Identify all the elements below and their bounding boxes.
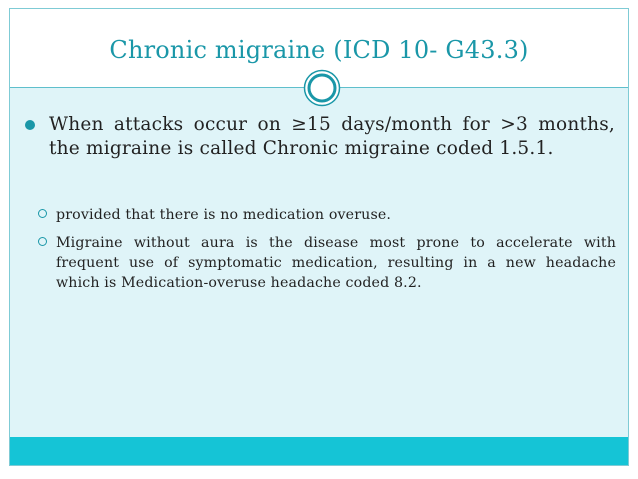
sub-bullet-text: provided that there is no medication overuse. bbox=[56, 207, 392, 223]
slide-frame bbox=[9, 8, 629, 466]
bullet-text: When attacks occur on ≥15 days/month for >3 months, the migraine is called Chronic migraine coded 1.5.1. bbox=[49, 114, 615, 159]
sub-bullet-text: Migraine without aura is the disease most prone to accelerate with frequent use of symptomatic medication, resulting in a new headache which is Medication-overuse headache coded 8.2. bbox=[56, 235, 616, 291]
slide-title: Chronic migraine (ICD 10- G43.3) bbox=[109, 36, 529, 64]
